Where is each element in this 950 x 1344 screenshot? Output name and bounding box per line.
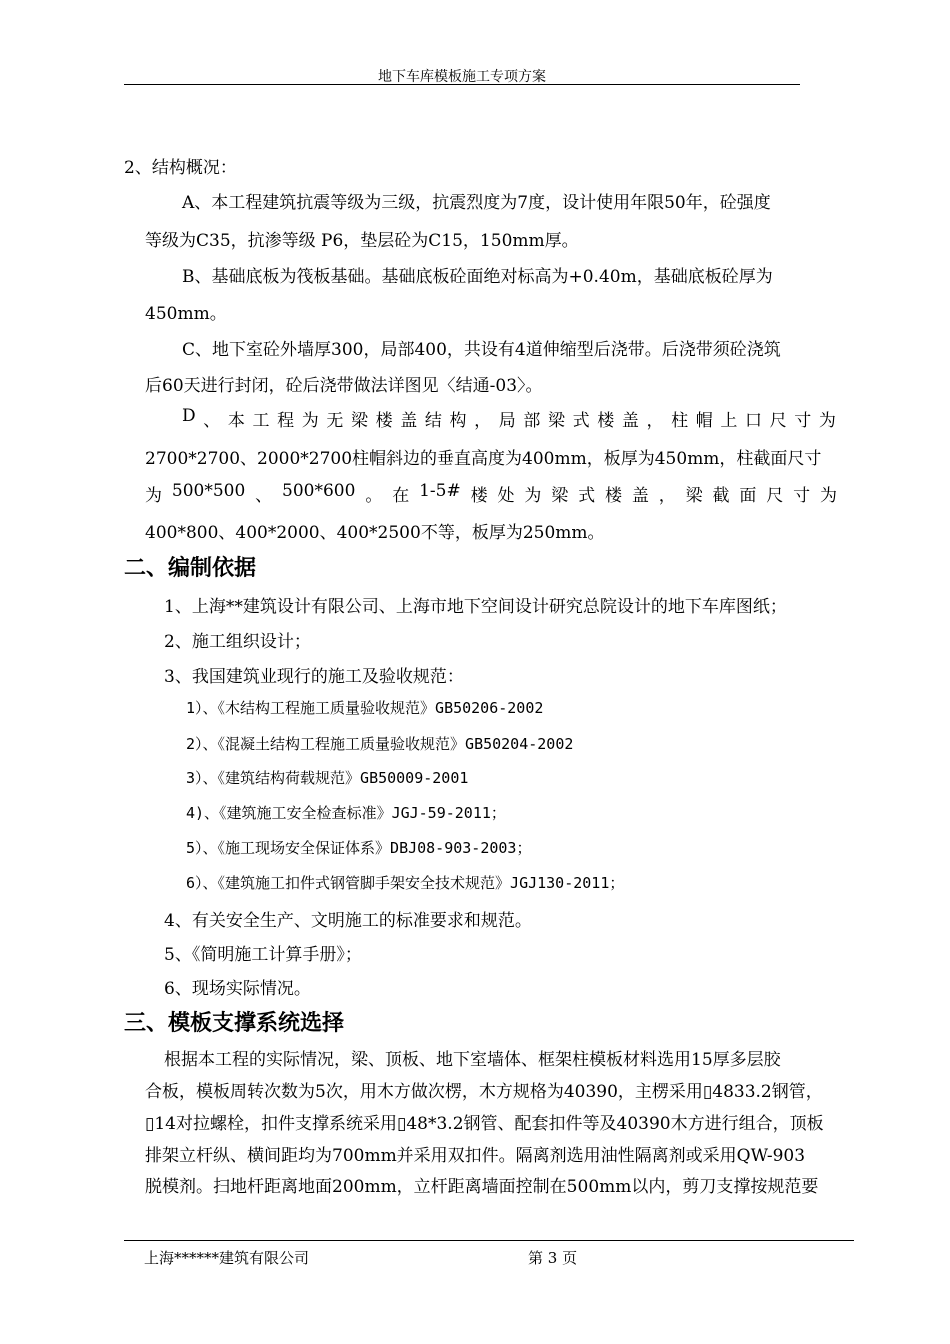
section-title-basis: 二、编制依据 [124,556,257,581]
justified-token: 处 [497,486,515,506]
section-title-formwork: 三、模板支撑系统选择 [124,1011,345,1036]
justified-token: 柱 [671,411,689,431]
formwork-line-3: ▯14对拉螺栓，扣件支撑系统采用▯48*3.2钢管、配套扣件等及40390木方进行组合，顶板 [145,1114,824,1134]
justified-token: ， [474,411,492,431]
justified-token: 部 [523,411,541,431]
justified-token: 梁 [551,486,569,506]
justified-token: ， [658,486,676,506]
item-a-line-2: 等级为C35，抗渗等级 P6，垫层砼为C15，150mm厚。 [145,231,579,251]
formwork-line-2: 合板，模板周转次数为5次，用木方做次楞，木方规格为40390，主楞采用▯4833.2钢管， [145,1082,823,1102]
justified-token: 截 [712,486,730,506]
justified-token: 局 [498,411,516,431]
justified-token: ， [646,411,664,431]
justified-token: 寸 [793,486,811,506]
justified-token: 1-5# [419,481,461,501]
formwork-line-5: 脱模剂。扫地杆距离地面200mm，立杆距离墙面控制在500mm以内，剪刀支撑按规范要 [145,1177,819,1197]
justified-token: 尺 [766,486,784,506]
item-b-line-2: 450mm。 [145,304,227,324]
item-c-line-1: C、地下室砼外墙厚300，局部400，共设有4道伸缩型后浇带。后浇带须砼浇筑 [182,340,781,360]
justified-token: 口 [745,411,763,431]
justified-token: 500*500 [171,481,246,501]
justified-token: 盖 [621,411,639,431]
justified-token: 尺 [769,411,787,431]
justified-token: 上 [720,411,738,431]
justified-token: 为 [301,411,319,431]
justified-token: 梁 [548,411,566,431]
basis-item-1: 1、上海**建筑设计有限公司、上海市地下空间设计研究总院设计的地下车库图纸； [164,597,787,617]
footer-page-number: 第 3 页 [528,1249,578,1267]
basis-item-3: 3、我国建筑业现行的施工及验收规范： [164,667,464,687]
justified-token: 楼 [604,486,622,506]
basis-item-4: 4、有关安全生产、文明施工的标准要求和规范。 [164,911,532,931]
structure-heading: 2、结构概况： [124,158,237,178]
justified-token: 为 [145,486,162,506]
justified-token: 盖 [631,486,649,506]
page-header-title: 地下车库模板施工专项方案 [378,69,546,85]
formwork-line-4: 排架立杆纵、横间距均为700mm并采用双扣件。隔离剂选用油性隔离剂或采用QW-903 [145,1146,806,1166]
item-b-line-1: B、基础底板为筏板基础。基础底板砼面绝对标高为+0.40m，基础底板砼厚为 [182,267,773,287]
justified-token: 梁 [351,411,369,431]
item-d-line-3 [145,481,837,506]
item-c-line-2: 后60天进行封闭，砼后浇带做法详图见〈结通-03〉。 [145,376,543,396]
justified-token: 工 [252,411,270,431]
justified-token: 、 [255,486,273,506]
basis-item-2: 2、施工组织设计； [164,632,311,652]
basis-item-6: 6、现场实际情况。 [164,979,311,999]
justified-token: 式 [578,486,596,506]
justified-token: 。 [365,486,383,506]
justified-token: 楼 [597,411,615,431]
item-a-line-1: A、本工程建筑抗震等级为三级，抗震烈度为7度，设计使用年限50年，砼强度 [182,193,771,213]
justified-token: 在 [392,486,410,506]
formwork-line-1: 根据本工程的实际情况，梁、顶板、地下室墙体、框架柱模板材料选用15厚多层胶 [164,1050,781,1070]
justified-token: 为 [818,411,836,431]
justified-token: 结 [424,411,442,431]
header-rule [124,84,800,85]
justified-token: 构 [449,411,467,431]
spec-item-2: 2）、《混凝土结构工程施工质量验收规范》GB50204-2002 [186,735,574,753]
justified-token: 、 [203,411,221,431]
spec-item-1: 1）、《木结构工程施工质量验收规范》GB50206-2002 [186,699,544,717]
spec-item-3: 3）、《建筑结构荷载规范》GB50009-2001 [186,769,469,787]
justified-token: 本 [227,411,245,431]
justified-token: 盖 [400,411,418,431]
justified-token: 楼 [375,411,393,431]
justified-token: 500*600 [282,481,356,501]
justified-token: 无 [326,411,344,431]
spec-item-5: 5）、《施工现场安全保证体系》DBJ08-903-2003； [186,839,532,857]
justified-token: 寸 [794,411,812,431]
justified-token: 面 [739,486,757,506]
justified-token: 为 [524,486,542,506]
basis-item-5: 5、《简明施工计算手册》； [164,945,362,965]
footer-company: 上海******建筑有限公司 [144,1249,310,1267]
justified-token: 程 [277,411,295,431]
justified-token: 式 [572,411,590,431]
justified-token: 帽 [695,411,713,431]
justified-token: 楼 [470,486,488,506]
justified-token: D [182,406,196,426]
footer-rule [124,1240,854,1241]
spec-item-6: 6）、《建筑施工扣件式钢管脚手架安全技术规范》JGJ130-2011； [186,874,625,892]
spec-item-4: 4)、《建筑施工安全检查标准》JGJ-59-2011； [186,804,506,822]
justified-token: 梁 [685,486,703,506]
justified-token: 为 [819,486,837,506]
item-d-line-1 [182,406,836,431]
item-d-line-4: 400*800、400*2000、400*2500不等，板厚为250mm。 [145,523,605,543]
item-d-line-2: 2700*2700、2000*2700柱帽斜边的垂直高度为400mm，板厚为450mm，柱截面尺寸 [145,449,822,469]
